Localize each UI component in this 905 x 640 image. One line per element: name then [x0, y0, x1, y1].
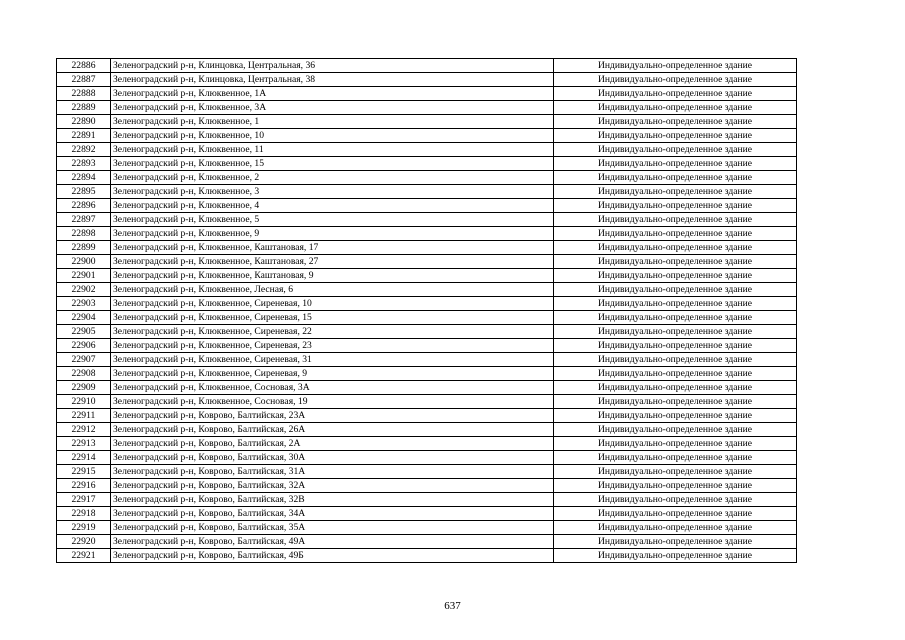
row-number-cell: 22904 [57, 311, 111, 325]
row-number-cell: 22911 [57, 409, 111, 423]
address-cell: Зеленоградский р-н, Коврово, Балтийская, 35А [111, 521, 554, 535]
object-type-cell: Индивидуально-определенное здание [554, 367, 797, 381]
table-row [57, 101, 797, 115]
registry-table-body [57, 59, 797, 563]
row-number-cell: 22907 [57, 353, 111, 367]
table-row [57, 367, 797, 381]
table-row [57, 73, 797, 87]
row-number-cell: 22910 [57, 395, 111, 409]
table-row [57, 535, 797, 549]
address-cell: Зеленоградский р-н, Клюквенное, 4 [111, 199, 554, 213]
row-number-cell: 22891 [57, 129, 111, 143]
address-cell: Зеленоградский р-н, Коврово, Балтийская, 26А [111, 423, 554, 437]
row-number-cell: 22892 [57, 143, 111, 157]
object-type-cell: Индивидуально-определенное здание [554, 185, 797, 199]
object-type-cell: Индивидуально-определенное здание [554, 143, 797, 157]
object-type-cell: Индивидуально-определенное здание [554, 59, 797, 73]
object-type-cell: Индивидуально-определенное здание [554, 171, 797, 185]
address-cell: Зеленоградский р-н, Коврово, Балтийская, 30А [111, 451, 554, 465]
address-cell: Зеленоградский р-н, Клюквенное, Сиреневая, 23 [111, 339, 554, 353]
object-type-cell: Индивидуально-определенное здание [554, 87, 797, 101]
object-type-cell: Индивидуально-определенное здание [554, 353, 797, 367]
table-row [57, 87, 797, 101]
table-row [57, 493, 797, 507]
object-type-cell: Индивидуально-определенное здание [554, 325, 797, 339]
row-number-cell: 22920 [57, 535, 111, 549]
table-row [57, 185, 797, 199]
row-number-cell: 22894 [57, 171, 111, 185]
address-cell: Зеленоградский р-н, Клюквенное, Каштановая, 9 [111, 269, 554, 283]
registry-table [56, 58, 797, 563]
row-number-cell: 22908 [57, 367, 111, 381]
table-row [57, 325, 797, 339]
object-type-cell: Индивидуально-определенное здание [554, 339, 797, 353]
object-type-cell: Индивидуально-определенное здание [554, 283, 797, 297]
table-row [57, 395, 797, 409]
address-cell: Зеленоградский р-н, Клюквенное, Сиреневая, 15 [111, 311, 554, 325]
object-type-cell: Индивидуально-определенное здание [554, 493, 797, 507]
address-cell: Зеленоградский р-н, Клюквенное, Сиреневая, 31 [111, 353, 554, 367]
address-cell: Зеленоградский р-н, Коврово, Балтийская, 34А [111, 507, 554, 521]
object-type-cell: Индивидуально-определенное здание [554, 451, 797, 465]
address-cell: Зеленоградский р-н, Клюквенное, Сосновая, 3А [111, 381, 554, 395]
object-type-cell: Индивидуально-определенное здание [554, 115, 797, 129]
row-number-cell: 22895 [57, 185, 111, 199]
row-number-cell: 22900 [57, 255, 111, 269]
object-type-cell: Индивидуально-определенное здание [554, 381, 797, 395]
table-row [57, 297, 797, 311]
table-row [57, 311, 797, 325]
table-row [57, 171, 797, 185]
object-type-cell: Индивидуально-определенное здание [554, 241, 797, 255]
row-number-cell: 22893 [57, 157, 111, 171]
table-row [57, 409, 797, 423]
table-row [57, 381, 797, 395]
table-row [57, 423, 797, 437]
address-cell: Зеленоградский р-н, Клинцовка, Центральная, 38 [111, 73, 554, 87]
address-cell: Зеленоградский р-н, Клюквенное, 1А [111, 87, 554, 101]
address-cell: Зеленоградский р-н, Клюквенное, 3 [111, 185, 554, 199]
table-row [57, 115, 797, 129]
object-type-cell: Индивидуально-определенное здание [554, 269, 797, 283]
object-type-cell: Индивидуально-определенное здание [554, 213, 797, 227]
row-number-cell: 22909 [57, 381, 111, 395]
row-number-cell: 22889 [57, 101, 111, 115]
table-row [57, 143, 797, 157]
address-cell: Зеленоградский р-н, Коврово, Балтийская, 32А [111, 479, 554, 493]
row-number-cell: 22914 [57, 451, 111, 465]
table-row [57, 241, 797, 255]
row-number-cell: 22901 [57, 269, 111, 283]
table-row [57, 507, 797, 521]
row-number-cell: 22902 [57, 283, 111, 297]
address-cell: Зеленоградский р-н, Клюквенное, 15 [111, 157, 554, 171]
address-cell: Зеленоградский р-н, Клюквенное, Сиреневая, 10 [111, 297, 554, 311]
table-row [57, 269, 797, 283]
object-type-cell: Индивидуально-определенное здание [554, 521, 797, 535]
row-number-cell: 22919 [57, 521, 111, 535]
table-row [57, 479, 797, 493]
object-type-cell: Индивидуально-определенное здание [554, 297, 797, 311]
address-cell: Зеленоградский р-н, Клюквенное, 3А [111, 101, 554, 115]
row-number-cell: 22913 [57, 437, 111, 451]
row-number-cell: 22917 [57, 493, 111, 507]
table-row [57, 213, 797, 227]
table-row [57, 521, 797, 535]
address-cell: Зеленоградский р-н, Клюквенное, Лесная, 6 [111, 283, 554, 297]
table-row [57, 465, 797, 479]
row-number-cell: 22887 [57, 73, 111, 87]
address-cell: Зеленоградский р-н, Клюквенное, 1 [111, 115, 554, 129]
table-row [57, 199, 797, 213]
address-cell: Зеленоградский р-н, Клюквенное, 9 [111, 227, 554, 241]
table-row [57, 129, 797, 143]
address-cell: Зеленоградский р-н, Клюквенное, Каштановая, 27 [111, 255, 554, 269]
object-type-cell: Индивидуально-определенное здание [554, 199, 797, 213]
address-cell: Зеленоградский р-н, Коврово, Балтийская, 23А [111, 409, 554, 423]
address-cell: Зеленоградский р-н, Коврово, Балтийская, 49А [111, 535, 554, 549]
object-type-cell: Индивидуально-определенное здание [554, 395, 797, 409]
object-type-cell: Индивидуально-определенное здание [554, 73, 797, 87]
page-number: 637 [444, 600, 461, 612]
object-type-cell: Индивидуально-определенное здание [554, 409, 797, 423]
row-number-cell: 22916 [57, 479, 111, 493]
object-type-cell: Индивидуально-определенное здание [554, 101, 797, 115]
row-number-cell: 22918 [57, 507, 111, 521]
address-cell: Зеленоградский р-н, Клюквенное, Каштановая, 17 [111, 241, 554, 255]
table-row [57, 353, 797, 367]
address-cell: Зеленоградский р-н, Клюквенное, 11 [111, 143, 554, 157]
row-number-cell: 22921 [57, 549, 111, 563]
row-number-cell: 22890 [57, 115, 111, 129]
table-row [57, 451, 797, 465]
table-row [57, 59, 797, 73]
table-row [57, 549, 797, 563]
object-type-cell: Индивидуально-определенное здание [554, 535, 797, 549]
address-cell: Зеленоградский р-н, Клюквенное, Сиреневая, 22 [111, 325, 554, 339]
row-number-cell: 22899 [57, 241, 111, 255]
object-type-cell: Индивидуально-определенное здание [554, 465, 797, 479]
row-number-cell: 22888 [57, 87, 111, 101]
address-cell: Зеленоградский р-н, Клюквенное, 2 [111, 171, 554, 185]
table-row [57, 157, 797, 171]
address-cell: Зеленоградский р-н, Коврово, Балтийская, 31А [111, 465, 554, 479]
object-type-cell: Индивидуально-определенное здание [554, 423, 797, 437]
address-cell: Зеленоградский р-н, Коврово, Балтийская, 2А [111, 437, 554, 451]
row-number-cell: 22898 [57, 227, 111, 241]
table-row [57, 437, 797, 451]
object-type-cell: Индивидуально-определенное здание [554, 549, 797, 563]
object-type-cell: Индивидуально-определенное здание [554, 157, 797, 171]
address-cell: Зеленоградский р-н, Клюквенное, Сосновая, 19 [111, 395, 554, 409]
row-number-cell: 22915 [57, 465, 111, 479]
table-row [57, 283, 797, 297]
object-type-cell: Индивидуально-определенное здание [554, 437, 797, 451]
row-number-cell: 22896 [57, 199, 111, 213]
row-number-cell: 22897 [57, 213, 111, 227]
table-row [57, 339, 797, 353]
row-number-cell: 22912 [57, 423, 111, 437]
address-cell: Зеленоградский р-н, Коврово, Балтийская, 49Б [111, 549, 554, 563]
object-type-cell: Индивидуально-определенное здание [554, 479, 797, 493]
address-cell: Зеленоградский р-н, Клинцовка, Центральная, 36 [111, 59, 554, 73]
row-number-cell: 22905 [57, 325, 111, 339]
row-number-cell: 22886 [57, 59, 111, 73]
object-type-cell: Индивидуально-определенное здание [554, 507, 797, 521]
table-row [57, 255, 797, 269]
row-number-cell: 22906 [57, 339, 111, 353]
address-cell: Зеленоградский р-н, Коврово, Балтийская, 32В [111, 493, 554, 507]
address-cell: Зеленоградский р-н, Клюквенное, 5 [111, 213, 554, 227]
object-type-cell: Индивидуально-определенное здание [554, 255, 797, 269]
address-cell: Зеленоградский р-н, Клюквенное, 10 [111, 129, 554, 143]
object-type-cell: Индивидуально-определенное здание [554, 311, 797, 325]
object-type-cell: Индивидуально-определенное здание [554, 227, 797, 241]
table-row [57, 227, 797, 241]
address-cell: Зеленоградский р-н, Клюквенное, Сиреневая, 9 [111, 367, 554, 381]
row-number-cell: 22903 [57, 297, 111, 311]
object-type-cell: Индивидуально-определенное здание [554, 129, 797, 143]
